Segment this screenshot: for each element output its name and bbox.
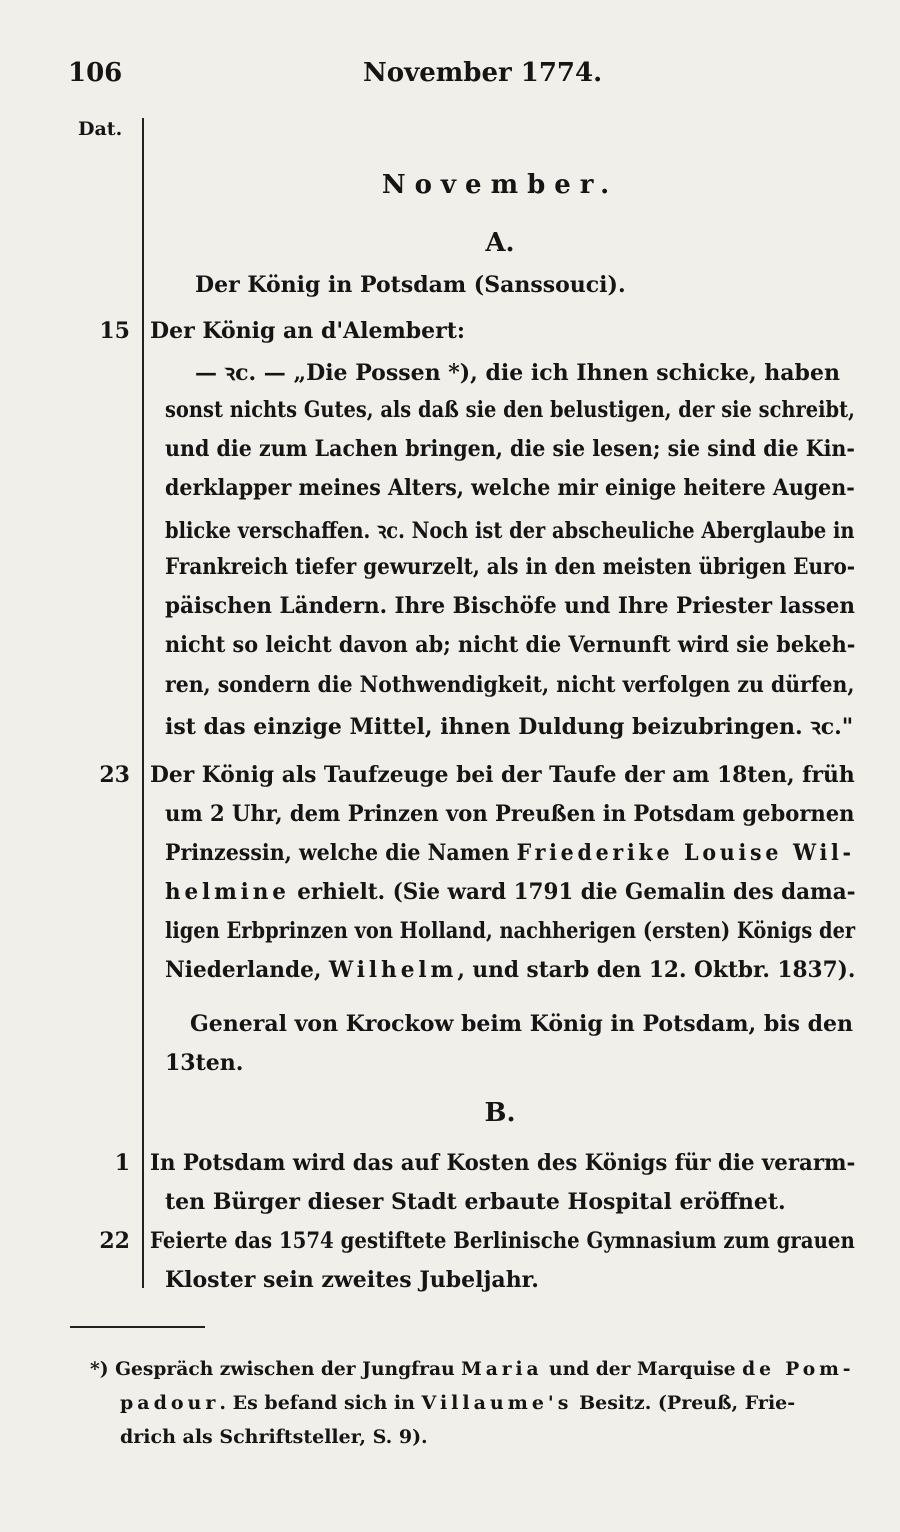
general-krockow-line: General von Krockow beim König in Potsdam, bis den [190, 1011, 854, 1037]
entry-23-line: um 2 Uhr, dem Prinzen von Preußen in Potsdam gebornen [165, 801, 855, 827]
entry-15-line: ren, sondern die Nothwendigkeit, nicht verfolgen zu dürfen, [165, 672, 855, 698]
part-a-subtitle: Der König in Potsdam (Sanssouci). [195, 272, 626, 298]
entry-23-line [165, 879, 856, 905]
entry-1-line: ten Bürger dieser Stadt erbaute Hospital eröffnet. [165, 1189, 786, 1215]
day-1: 1 [114, 1150, 130, 1176]
entry-15-line: blicke verschaffen. ꝛc. Noch ist der abscheuliche Aberglaube in [165, 518, 855, 544]
entry-15-line: Der König an d'Alembert: [150, 318, 466, 344]
entry-23-line [165, 840, 855, 866]
day-15: 15 [99, 318, 130, 344]
footnote-text: . Es befand sich in [219, 1392, 422, 1414]
footnote-rule [70, 1326, 205, 1328]
entry-22-line: Feierte das 1574 gestiftete Berlinische Gymnasium zum grauen [150, 1228, 855, 1254]
entry-23-line: ligen Erbprinzen von Holland, nachherigen (ersten) Königs der [165, 918, 856, 944]
entry-23-name: helmine [165, 879, 290, 905]
entry-15-line: sonst nichts Gutes, als daß sie den belustigen, der sie schreibt, [165, 397, 855, 423]
entry-23-text: Prinzessin, welche die Namen [165, 840, 517, 866]
entry-15-line: derklapper meines Alters, welche mir einige heitere Augen- [165, 475, 855, 501]
footnote-name: Villaume's [421, 1392, 573, 1414]
part-a-letter: A. [485, 228, 515, 258]
entry-23-line: Der König als Taufzeuge bei der Taufe der am 18ten, früh [150, 762, 855, 788]
footnote-name: Maria [461, 1358, 543, 1380]
entry-15-line: nicht so leicht davon ab; nicht die Vernunft wird sie bekeh- [165, 632, 856, 658]
entry-23-name: Friederike Louise Wil- [516, 840, 855, 866]
entry-22-line: Kloster sein zweites Jubeljahr. [165, 1267, 539, 1293]
entry-15-line: ist das einzige Mittel, ihnen Duldung beizubringen. ꝛc." [165, 714, 854, 740]
day-23: 23 [99, 762, 130, 788]
column-divider [142, 118, 144, 1288]
running-head: November 1774. [363, 58, 603, 88]
day-22: 22 [99, 1228, 130, 1254]
page-header [68, 58, 840, 98]
footnote-line [120, 1392, 795, 1414]
entry-15-line: Frankreich tiefer gewurzelt, als in den meisten übrigen Euro- [165, 554, 856, 580]
entry-15-line: und die zum Lachen bringen, die sie lesen; sie sind die Kin- [165, 436, 855, 462]
footnote-text: und der Marquise [542, 1358, 743, 1380]
entry-23-name: Wilhelm [328, 957, 458, 983]
footnote-text: *) Gespräch zwischen der Jungfrau [90, 1358, 462, 1380]
entry-15-line: — ꝛc. — „Die Possen *), die ich Ihnen schicke, haben [195, 360, 840, 386]
entry-1-line: In Potsdam wird das auf Kosten des Königs für die verarm- [150, 1150, 856, 1176]
footnote-name: padour [120, 1392, 220, 1414]
general-krockow-line: 13ten. [165, 1050, 244, 1076]
part-b-letter: B. [484, 1098, 516, 1128]
entry-15-line: päischen Ländern. Ihre Bischöfe und Ihre Priester lassen [165, 593, 856, 619]
page-number: 106 [68, 58, 123, 88]
entry-23-text: Niederlande, [165, 957, 329, 983]
footnote-line [90, 1358, 854, 1380]
section-title: November. [381, 170, 619, 200]
date-column-label: Dat. [78, 118, 123, 140]
entry-23-line [165, 957, 855, 983]
footnote-text: Besitz. (Preuß, Frie- [572, 1392, 796, 1414]
footnote-name: de Pom- [742, 1358, 855, 1380]
entry-23-text: erhielt. (Sie ward 1791 die Gemalin des dama- [289, 879, 856, 905]
entry-23-text: , und starb den 12. Oktbr. 1837). [457, 957, 856, 983]
footnote-line: drich als Schriftsteller, S. 9). [120, 1426, 428, 1448]
